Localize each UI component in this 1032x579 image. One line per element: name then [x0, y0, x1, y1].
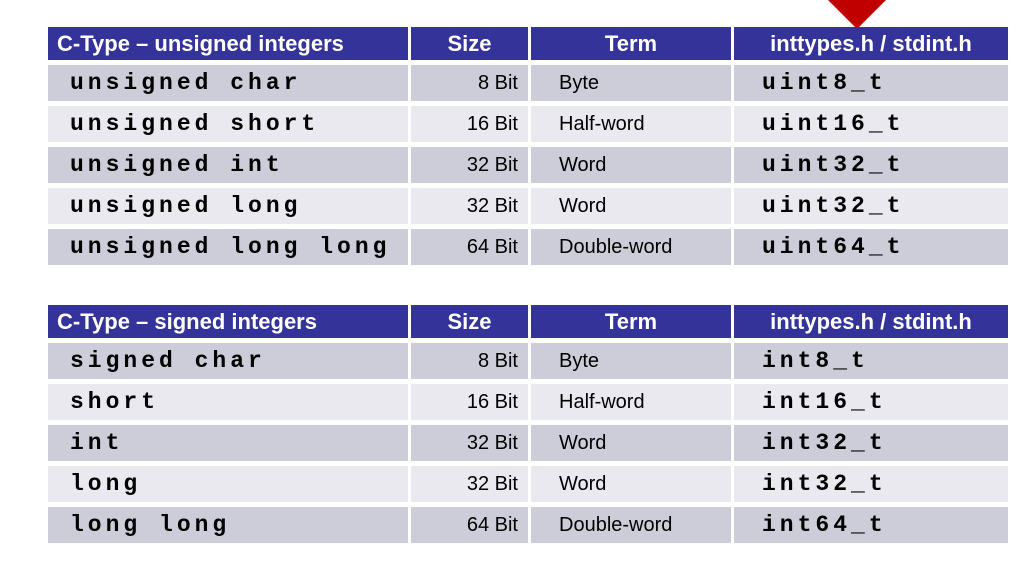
term-cell: Word — [531, 147, 731, 183]
term-cell: Half-word — [531, 384, 731, 420]
table-row — [48, 343, 1008, 379]
table-row — [48, 507, 1008, 543]
table-row — [48, 384, 1008, 420]
ctype-cell: signed char — [48, 343, 408, 379]
term-cell: Byte — [531, 65, 731, 101]
table-row — [48, 425, 1008, 461]
stdint-cell: int16_t — [734, 384, 1008, 420]
header-ctype-signed: C-Type – signed integers — [48, 305, 408, 338]
stdint-cell: uint32_t — [734, 188, 1008, 224]
table-row — [48, 188, 1008, 224]
term-cell: Double-word — [531, 507, 731, 543]
ctype-cell: int — [48, 425, 408, 461]
stdint-cell: int32_t — [734, 425, 1008, 461]
header-term: Term — [531, 305, 731, 338]
size-cell: 64 Bit — [411, 229, 528, 265]
ctype-cell: unsigned long long — [48, 229, 408, 265]
size-cell: 32 Bit — [411, 425, 528, 461]
size-cell: 8 Bit — [411, 65, 528, 101]
ctype-cell: unsigned int — [48, 147, 408, 183]
table-row — [48, 466, 1008, 502]
stdint-cell: int8_t — [734, 343, 1008, 379]
size-cell: 64 Bit — [411, 507, 528, 543]
table-row — [48, 147, 1008, 183]
table-row — [48, 65, 1008, 101]
ctype-cell: long — [48, 466, 408, 502]
stdint-cell: int32_t — [734, 466, 1008, 502]
table-header-row — [48, 27, 1008, 60]
header-ctype-unsigned: C-Type – unsigned integers — [48, 27, 408, 60]
header-size: Size — [411, 27, 528, 60]
ctype-cell: unsigned char — [48, 65, 408, 101]
size-cell: 32 Bit — [411, 188, 528, 224]
term-cell: Word — [531, 188, 731, 224]
header-term: Term — [531, 27, 731, 60]
table-header-row — [48, 305, 1008, 338]
header-size: Size — [411, 305, 528, 338]
size-cell: 8 Bit — [411, 343, 528, 379]
stdint-cell: uint16_t — [734, 106, 1008, 142]
stdint-cell: uint32_t — [734, 147, 1008, 183]
term-cell: Word — [531, 466, 731, 502]
term-cell: Double-word — [531, 229, 731, 265]
stdint-cell: uint64_t — [734, 229, 1008, 265]
ctype-cell: long long — [48, 507, 408, 543]
size-cell: 16 Bit — [411, 106, 528, 142]
size-cell: 32 Bit — [411, 466, 528, 502]
stdint-cell: int64_t — [734, 507, 1008, 543]
unsigned-integers-table — [45, 22, 1011, 270]
header-stdint: inttypes.h / stdint.h — [734, 27, 1008, 60]
term-cell: Byte — [531, 343, 731, 379]
term-cell: Word — [531, 425, 731, 461]
table-row — [48, 229, 1008, 265]
table-row — [48, 106, 1008, 142]
ctype-cell: unsigned short — [48, 106, 408, 142]
size-cell: 16 Bit — [411, 384, 528, 420]
term-cell: Half-word — [531, 106, 731, 142]
ctype-cell: unsigned long — [48, 188, 408, 224]
size-cell: 32 Bit — [411, 147, 528, 183]
header-stdint: inttypes.h / stdint.h — [734, 305, 1008, 338]
stdint-cell: uint8_t — [734, 65, 1008, 101]
ctype-cell: short — [48, 384, 408, 420]
signed-integers-table — [45, 300, 1011, 548]
